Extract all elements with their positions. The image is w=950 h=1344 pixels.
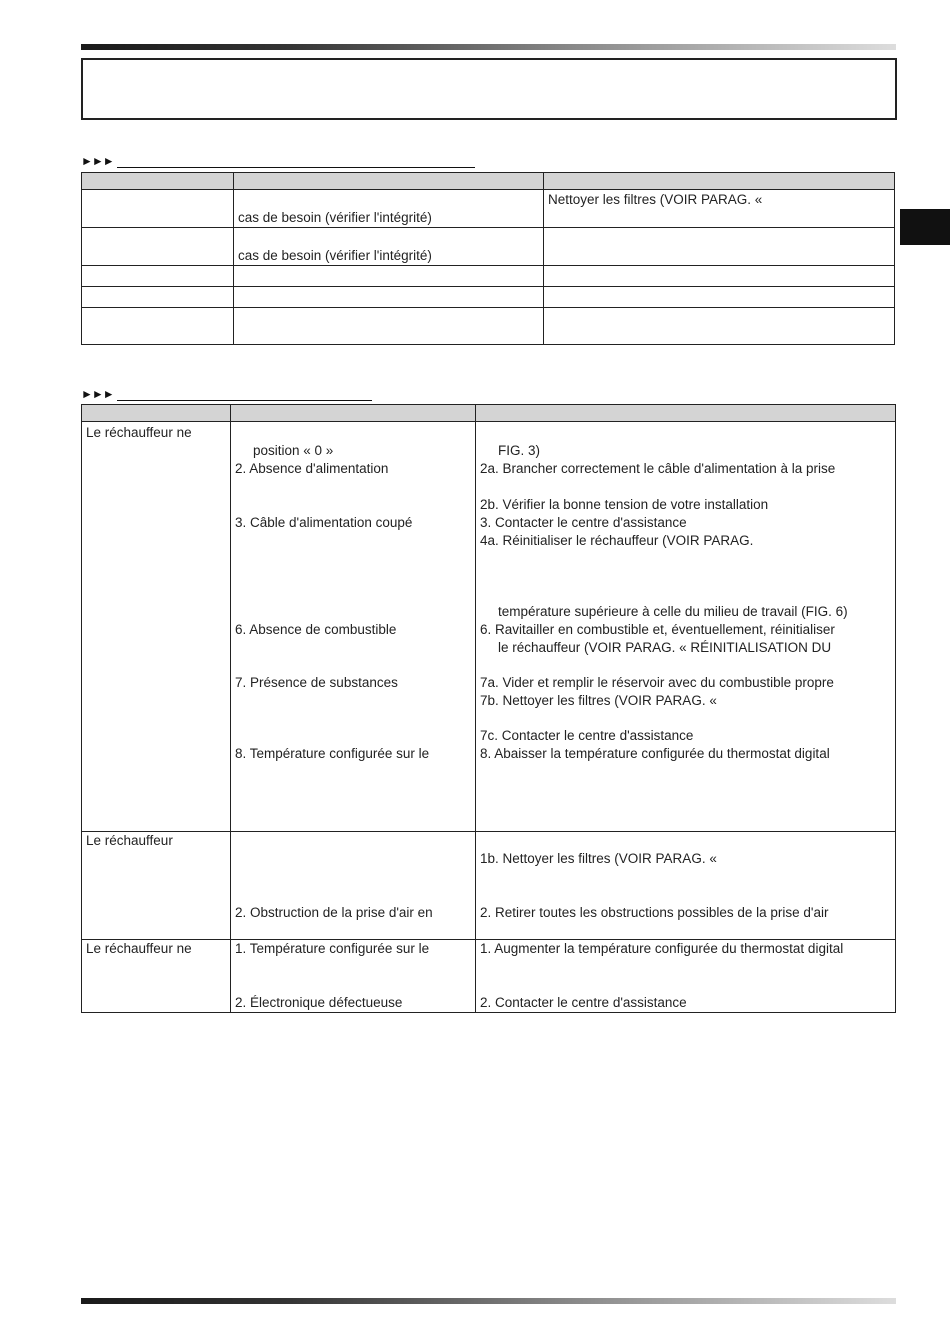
table-row	[82, 832, 896, 940]
table-cell	[234, 308, 544, 345]
table-row	[82, 308, 895, 345]
table-cell	[234, 266, 544, 287]
cause-cell	[231, 422, 476, 832]
solution-line: 2. Contacter le centre d'assistance	[480, 995, 687, 1010]
solution-cell	[476, 940, 896, 1013]
solution-line: 3. Contacter le centre d'assistance	[480, 515, 687, 530]
solution-line: 2b. Vérifier la bonne tension de votre installation	[480, 497, 769, 512]
table-cell: Nettoyer les filtres (VOIR PARAG. «	[544, 190, 895, 228]
solution-line: 7b. Nettoyer les filtres (VOIR PARAG. «	[480, 693, 717, 708]
cause-line: 1. Température configurée sur le	[235, 941, 430, 956]
solution-line: 4a. Réinitialiser le réchauffeur (VOIR PARAG.	[480, 533, 754, 548]
table-cell	[544, 228, 895, 266]
cause-line: 7. Présence de substances	[235, 675, 398, 690]
table-row	[82, 940, 896, 1013]
table-cell	[544, 308, 895, 345]
solution-line: température supérieure à celle du milieu de travail (FIG. 6)	[498, 604, 848, 619]
solution-line: 7c. Contacter le centre d'assistance	[480, 728, 694, 743]
table-cell	[82, 287, 234, 308]
table-cell	[234, 287, 544, 308]
problem-label: Le réchauffeur ne	[86, 425, 192, 440]
table-cell	[544, 266, 895, 287]
table-cell	[82, 190, 234, 228]
top-decorative-rule	[81, 44, 896, 50]
maintenance-section-heading	[81, 152, 475, 168]
table-row	[82, 422, 896, 832]
solution-line: 2a. Brancher correctement le câble d'alimentation à la prise	[480, 461, 836, 476]
cause-line: 2. Électronique défectueuse	[235, 995, 403, 1010]
problem-cell	[82, 940, 231, 1013]
title-box	[81, 58, 897, 120]
troubleshooting-section-heading	[81, 385, 372, 401]
section-arrows-icon: ►►►	[81, 387, 114, 401]
table-header-row	[82, 405, 896, 422]
solution-line: 6. Ravitailler en combustible et, éventuellement, réinitialiser	[480, 622, 835, 637]
table-header-row	[82, 173, 895, 190]
table-cell	[82, 228, 234, 266]
table-cell: cas de besoin (vérifier l'intégrité)	[234, 190, 544, 228]
table-cell: cas de besoin (vérifier l'intégrité)	[234, 228, 544, 266]
header-cell	[234, 173, 544, 190]
table-row	[82, 287, 895, 308]
solution-line: 2. Retirer toutes les obstructions possibles de la prise d'air	[480, 905, 829, 920]
header-cell	[544, 173, 895, 190]
solution-line: 1. Augmenter la température configurée du thermostat digital	[480, 941, 844, 956]
maintenance-table	[81, 172, 895, 345]
bottom-decorative-rule	[81, 1298, 896, 1304]
language-side-tab	[900, 209, 950, 245]
problem-label: Le réchauffeur	[86, 833, 173, 848]
solution-line: FIG. 3)	[498, 443, 541, 458]
solution-line: 1b. Nettoyer les filtres (VOIR PARAG. «	[480, 851, 717, 866]
header-cell	[82, 173, 234, 190]
header-cell	[231, 405, 476, 422]
header-cell	[82, 405, 231, 422]
cause-cell	[231, 832, 476, 940]
troubleshooting-table	[81, 404, 896, 1013]
heading-underline	[117, 390, 372, 401]
table-cell	[544, 287, 895, 308]
solution-cell	[476, 832, 896, 940]
header-cell	[476, 405, 896, 422]
table-row	[82, 190, 895, 228]
cause-line: 6. Absence de combustible	[235, 622, 397, 637]
solution-line: 7a. Vider et remplir le réservoir avec du combustible propre	[480, 675, 834, 690]
cause-line: 8. Température configurée sur le	[235, 746, 430, 761]
cause-line: 2. Obstruction de la prise d'air en	[235, 905, 433, 920]
cause-line: 3. Câble d'alimentation coupé	[235, 515, 413, 530]
cause-line: position « 0 »	[253, 443, 334, 458]
table-row	[82, 228, 895, 266]
cause-line: 2. Absence d'alimentation	[235, 461, 389, 476]
problem-cell	[82, 832, 231, 940]
solution-cell	[476, 422, 896, 832]
solution-line: le réchauffeur (VOIR PARAG. « RÉINITIALISATION DU	[498, 640, 832, 655]
table-row	[82, 266, 895, 287]
table-cell	[82, 308, 234, 345]
problem-cell	[82, 422, 231, 832]
solution-line: 8. Abaisser la température configurée du thermostat digital	[480, 746, 830, 761]
section-arrows-icon: ►►►	[81, 154, 114, 168]
heading-underline	[117, 157, 475, 168]
cause-cell	[231, 940, 476, 1013]
problem-label: Le réchauffeur ne	[86, 941, 192, 956]
table-cell	[82, 266, 234, 287]
